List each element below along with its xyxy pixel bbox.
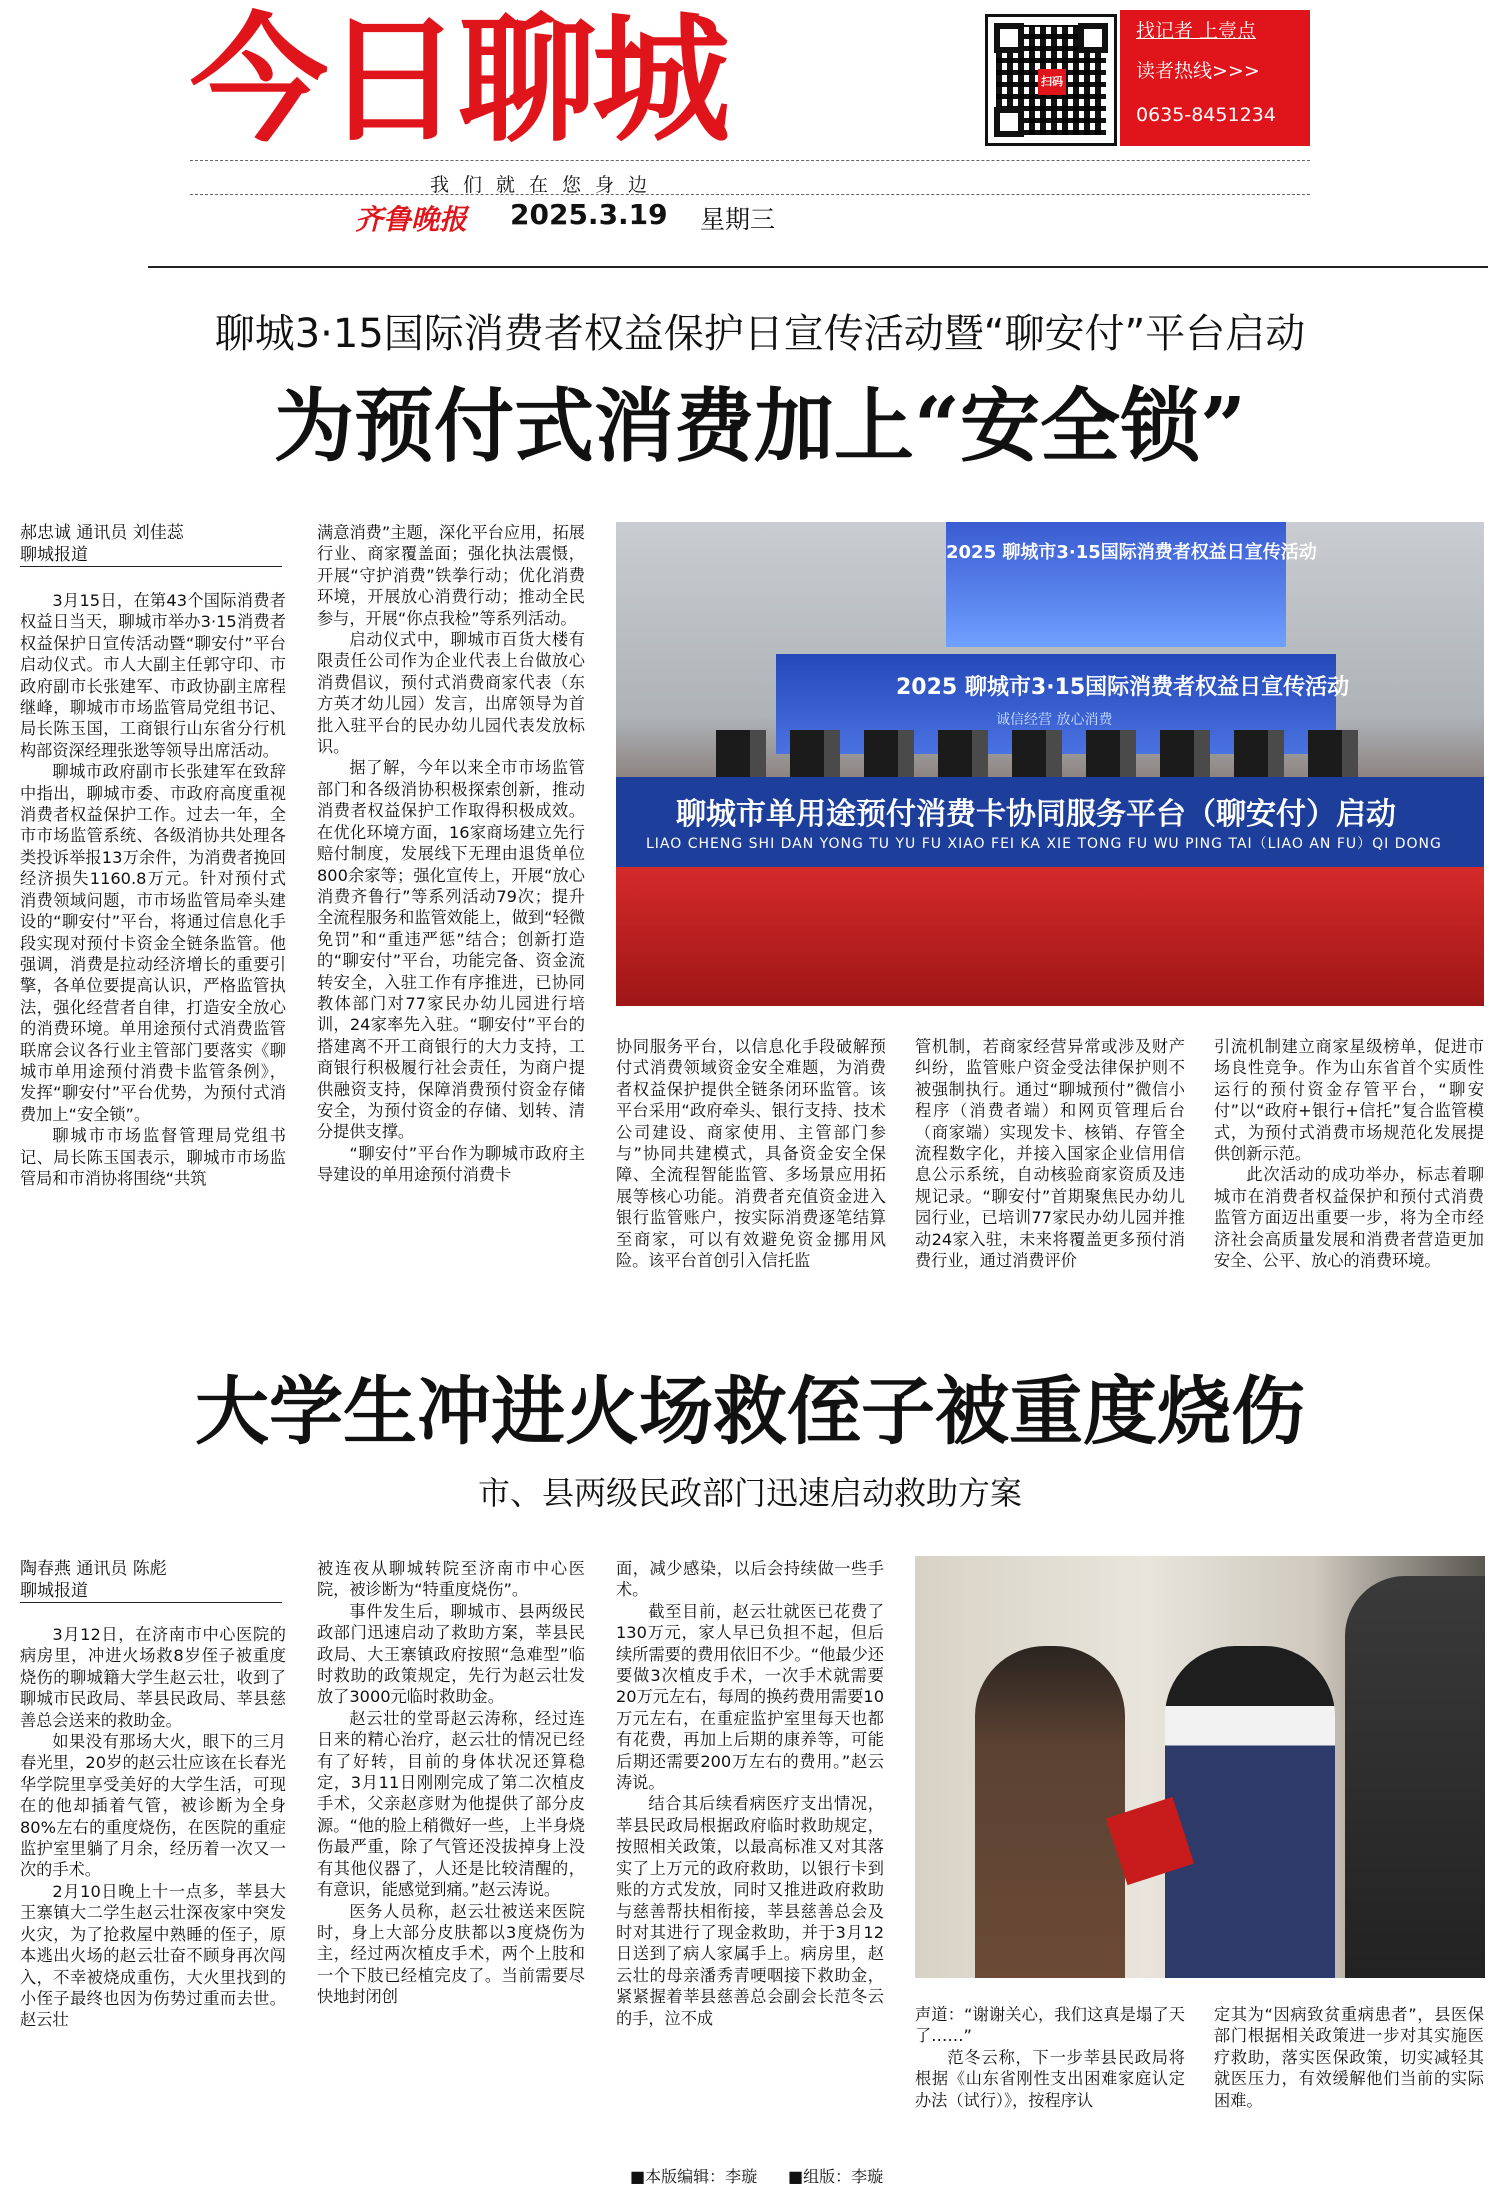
paragraph: 3月12日，在济南市中心医院的病房里，冲进火场救8岁侄子被重度烧伤的聊城籍大学生赵云壮，收到了聊城市民政局、莘县民政局、莘县慈善总会送来的救助金。: [20, 1625, 286, 1730]
paragraph: 管机制，若商家经营异常或涉及财产纠纷，监管账户资金受法律保护则不被强制执行。通过“聊城预付”微信小程序（消费者端）和网页管理后台（商家端）实现发卡、核销、存管全流程数字化，并接入国家企业信用信息公示系统，自动核验商家资质及违规记录。“聊安付”首期聚焦民办幼儿园行业，已培训77家民办幼儿园并推动24家入驻，未来将覆盖更多预付消费行业，通过消费评价: [915, 1037, 1185, 1271]
paragraph: 引流机制建立商家星级榜单，促进市场良性竞争。作为山东省首个实质性运行的预付资金存管平台，“聊安付”以“政府+银行+信托”复合监管模式，为预付式消费市场规范化发展提供创新示范。: [1214, 1037, 1484, 1164]
article1-byline: 郝忠诚 通讯员 刘佳蕊: [20, 523, 184, 543]
red-stage: [616, 867, 1484, 1006]
paragraph: 结合其后续看病医疗支出情况，莘县民政局根据政府临时救助规定，按照相关政策，以最高标准又对其落实了上万元的政府救助，以银行卡到账的方式发放，同时又推进政府救助与慈善帮扶相衔接，莘县慈善总会及时对其进行了现金救助，并于3月12日送到了病人家属手上。病房里，赵云壮的母亲潘秀青哽咽接下救助金，紧紧握着莘县慈善总会副会长范冬云的手，泣不成: [616, 1794, 884, 2028]
paragraph: 如果没有那场大火，眼下的三月春光里，20岁的赵云壮应该在长春光华学院里享受美好的大学生活，可现在的他却插着气管，被诊断为全身80%左右的重度烧伤，在医院的重症监护室里躺了月余，经历着一次又一次的手术。: [20, 1732, 286, 1880]
article1-column-1: [20, 590, 286, 1310]
masthead-rule: [190, 160, 1310, 161]
page-editor: ■本版编辑：李璇: [630, 2167, 758, 2186]
article1-dateline: 聊城报道: [20, 544, 282, 567]
article1-column-3: [616, 1036, 886, 1312]
paragraph: 启动仪式中，聊城市百货大楼有限责任公司作为企业代表上台做放心消费倡议，预付式消费商家代表（东方英才幼儿园）发言，出席领导为首批入驻平台的民办幼儿园代表发放标识。: [317, 630, 585, 757]
qr-finder: [1078, 23, 1108, 53]
article1-kicker: 聊城3·15国际消费者权益保护日宣传活动暨“聊安付”平台启动: [214, 311, 1306, 357]
paragraph: 2月10日晚上十一点多，莘县大王寨镇大二学生赵云壮深夜家中突发火灾，为了抢救屋中熟睡的侄子，原本逃出火场的赵云壮奋不顾身再次闯入，不幸被烧成重伤，大火里找到的小侄子最终也因为伤势过重而去世。赵云壮: [20, 1881, 286, 2030]
section-divider: [148, 266, 1488, 268]
paper-logo: 齐鲁晚报: [355, 203, 468, 236]
article2-column-2: [317, 1558, 585, 2148]
paragraph: 聊城市市场监督管理局党组书记、局长陈玉国表示，聊城市市场监管局和市消协将围绕“共筑: [20, 1126, 286, 1188]
masthead-rule: [190, 194, 1310, 195]
paragraph: 3月15日，在第43个国际消费者权益日当天，聊城市举办3·15消费者权益保护日宣传活动暨“聊安付”平台启动仪式。市人大副主任郭守印、市政府副市长张建军、市政协副主席程继峰，聊城市市场监管局党组书记、局长陈玉国，工商银行山东省分行机构部资深经理张逖等领导出席活动。: [20, 591, 286, 760]
banner-pinyin: LIAO CHENG SHI DAN YONG TU YU FU XIAO FEI KA XIE TONG FU WU PING TAI（LIAO AN FU）QI DONG: [646, 836, 1442, 852]
paragraph: 面，减少感染，以后会持续做一些手术。: [616, 1559, 884, 1600]
man-figure: [1345, 1576, 1485, 1978]
article1-column-5: [1214, 1036, 1484, 1312]
paragraph: 据了解，今年以来全市市场监管部门和各级消协积极探索创新，推动消费者权益保护工作取得积极成效。在优化环境方面，16家商场建立先行赔付制度，发展线下无理由退货单位800余家等；强化宣传上，开展“放心消费齐鲁行”等系列活动79次；提升全流程服务和监管效能上，做到“轻微免罚”和“重违严惩”结合；创新打造的“聊安付”平台，功能完备、资金流转安全，入驻工作有序推进，已协同教体部门对77家民办幼儿园进行培训，24家率先入驻。“聊安付”平台的搭建离不开工商银行的大力支持，工商银行积极履行社会责任，为商户提供融资支持，保障消费预付资金存储安全，为预付资金的存储、划转、清分提供支撑。: [317, 758, 585, 1142]
qr-finder: [994, 23, 1024, 53]
paragraph: 医务人员称，赵云壮被送来医院时，身上大部分皮肤都以3度烧伤为主，经过两次植皮手术，两个上肢和一个下肢已经植完皮了。当前需要尽快地封闭创: [317, 1901, 585, 2007]
led-screen: [946, 522, 1317, 647]
launch-banner: [616, 777, 1484, 867]
screen-title: 2025 聊城市3·15国际消费者权益日宣传活动: [946, 542, 1317, 563]
paragraph: “聊安付”平台作为聊城市政府主导建设的单用途预付消费卡: [317, 1143, 585, 1185]
hotline-slogan: 找记者 上壹点: [1136, 20, 1257, 42]
article1-headline: 为预付式消费加上“安全锁”: [273, 379, 1247, 473]
article2-headline: 大学生冲进火场救侄子被重度烧伤: [195, 1369, 1305, 1455]
article2-kicker: 市、县两级民政部门迅速启动救助方案: [477, 1474, 1022, 1512]
qr-finder: [994, 107, 1024, 137]
reader-hotline-box: [1120, 10, 1310, 146]
article2-column-5: [1214, 2004, 1484, 2148]
paragraph: 定其为“因病致贫重病患者”，县医保部门根据相关政策进一步对其实施医疗救助，落实医保政策，切实减轻其就医压力，有效缓解他们当前的实际困难。: [1214, 2005, 1484, 2110]
issue-date: 2025.3.19: [510, 198, 668, 231]
paragraph: 赵云壮的堂哥赵云涛称，经过连日来的精心治疗，赵云壮的情况已经有了好转，目前的身体状况还算稳定，3月11日刚刚完成了第二次植皮手术，父亲赵彦财为他提供了部分皮源。“他的脸上稍微好一些，上半身烧伤最严重，除了气管还没拔掉身上没有其他仪器了，人还是比较清醒的，有意识，能感觉到痛。”赵云涛说。: [317, 1708, 585, 1900]
masthead-title: 今日聊城: [190, 0, 727, 161]
article1-column-4: [915, 1036, 1185, 1312]
issue-weekday: 星期三: [700, 205, 776, 234]
hotline-phone[interactable]: 0635-8451234: [1136, 104, 1276, 126]
article2-byline: 陶春燕 通讯员 陈彪: [20, 1559, 167, 1579]
official-figure: [1165, 1646, 1335, 1978]
paragraph: 事件发生后，聊城市、县两级民政部门迅速启动了救助方案，莘县民政局、大王寨镇政府按照“急难型”临时救助的政策规定，先行为赵云壮发放了3000元临时救助金。: [317, 1601, 585, 1707]
article1-column-2: [317, 522, 585, 1310]
article2-dateline: 聊城报道: [20, 1580, 282, 1603]
paragraph: 满意消费”主题，深化平台应用，拓展行业、商家覆盖面；强化执法震慑，开展“守护消费”铁拳行动；优化消费环境，开展放心消费行动；推动全民参与，开展“你点我检”等系列活动。: [317, 523, 585, 628]
article2-column-4: [915, 2004, 1185, 2148]
paragraph: 范冬云称，下一步莘县民政局将根据《山东省刚性支出困难家庭认定办法（试行）》，按程序认: [915, 2047, 1185, 2110]
banner-title: 聊城市单用途预付消费卡协同服务平台（聊安付）启动: [676, 797, 1396, 832]
hospital-visit-photo: [915, 1556, 1485, 1978]
officials-silhouettes: [716, 730, 1376, 780]
qr-code[interactable]: [985, 14, 1117, 146]
article2-column-1: [20, 1624, 286, 2148]
paragraph: 声道：“谢谢关心，我们这真是塌了天了……”: [915, 2005, 1185, 2046]
paragraph: 截至目前，赵云壮就医已花费了130万元，家人早已负担不起，但后续所需要的费用依旧不少。“他最少还要做3次植皮手术，一次手术就需要20万元左右，每周的换药费用需要10万元左右，在重症监护室里每天也都有花费，再加上后期的康养等，可能后期还需要200万左右的费用。”赵云涛说。: [616, 1601, 884, 1793]
backdrop-subtitle: 诚信经营 放心消费: [996, 712, 1113, 728]
masthead-slogan: 我们就在您身边: [430, 174, 662, 196]
layout-editor: ■组版：李璇: [788, 2167, 884, 2186]
paragraph: 被连夜从聊城转院至济南市中心医院，被诊断为“特重度烧伤”。: [317, 1559, 585, 1600]
paragraph: 此次活动的成功举办，标志着聊城市在消费者权益保护和预付式消费监管方面迈出重要一步，将为全市经济社会高质量发展和消费者营造更加安全、公平、放心的消费环境。: [1214, 1165, 1484, 1271]
paragraph: 协同服务平台，以信息化手段破解预付式消费领域资金安全难题，为消费者权益保护提供全链条闭环监管。该平台采用“政府牵头、银行支持、技术公司建设、商家使用、主管部门参与”协同共建模式，具备资金安全保障、全流程智能监管、多场景应用拓展等核心功能。消费者充值资金进入银行监管账户，按实际消费逐笔结算至商家，可以有效避免资金挪用风险。该平台首创引入信托监: [616, 1037, 886, 1271]
paragraph: 聊城市政府副市长张建军在致辞中指出，聊城市委、市政府高度重视消费者权益保护工作。过去一年，全市市场监管系统、各级消协共处理各类投诉举报13万余件，为消费者挽回经济损失1160.8万元。针对预付式消费领域问题，市市场监管局牵头建设的“聊安付”平台，将通过信息化手段实现对预付卡资金全链条监管。他强调，消费是拉动经济增长的重要引擎，各单位要提高认识，严格监管执法，强化经营者自律，打造安全放心的消费环境。单用途预付式消费监管联席会议各行业主管部门要落实《聊城市单用途预付消费卡监管条例》，发挥“聊安付”平台优势，为预付式消费加上“安全锁”。: [20, 762, 286, 1124]
hotline-label: 读者热线>>>: [1136, 60, 1260, 82]
backdrop-title: 2025 聊城市3·15国际消费者权益日宣传活动: [896, 675, 1350, 700]
qr-logo: 扫码: [1038, 69, 1066, 95]
launch-ceremony-photo: [616, 522, 1484, 1006]
article2-column-3: [616, 1558, 884, 2148]
mother-figure: [975, 1646, 1125, 1978]
